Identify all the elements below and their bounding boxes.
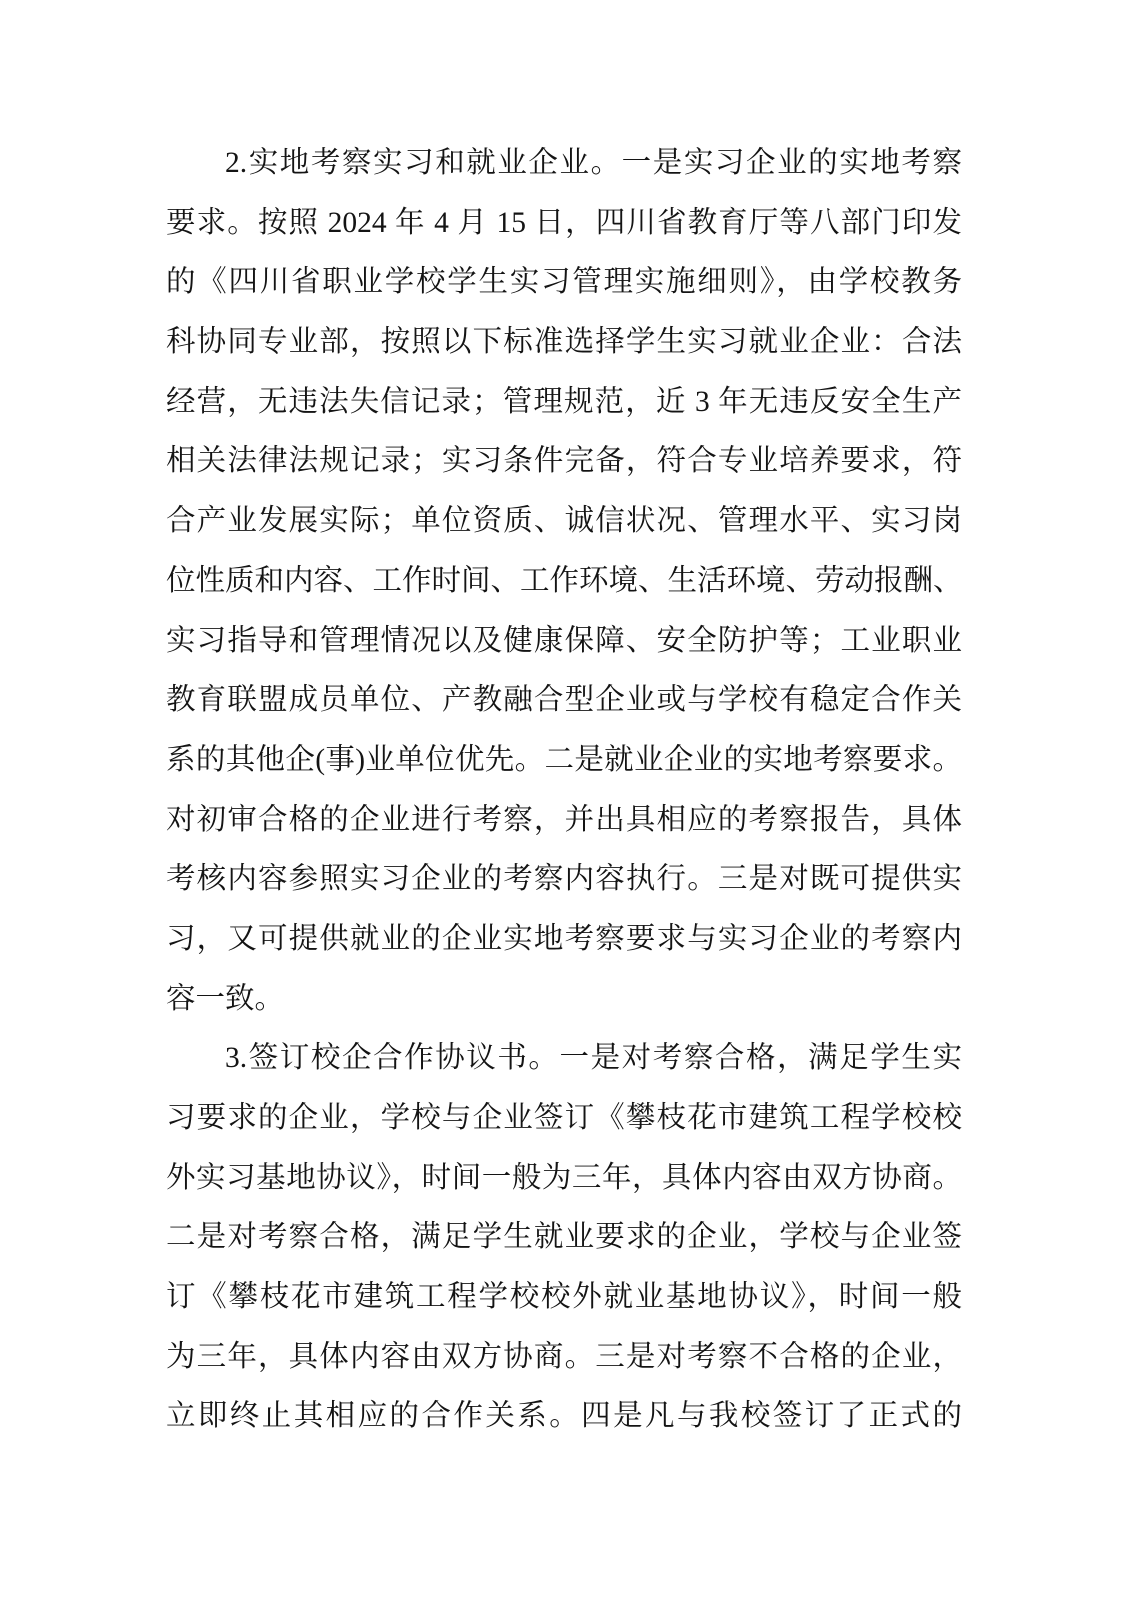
text-line: 合产业发展实际；单位资质、诚信状况、管理水平、实习岗: [166, 505, 962, 538]
text-line: 系的其他企(事)业单位优先。二是就业企业的实地考察要求。: [166, 743, 962, 776]
text-line: 外实习基地协议》，时间一般为三年，具体内容由双方协商。: [166, 1161, 962, 1194]
text-line: 对初审合格的企业进行考察，并出具相应的考察报告，具体: [166, 803, 962, 836]
text-line: 科协同专业部，按照以下标准选择学生实习就业企业：合法: [166, 326, 962, 359]
text-line: 为三年，具体内容由双方协商。三是对考察不合格的企业，: [166, 1340, 962, 1373]
text-line: 3.签订校企合作协议书。一是对考察合格，满足学生实: [225, 1042, 962, 1075]
text-line: 相关法律法规记录；实习条件完备，符合专业培养要求，符: [166, 445, 962, 478]
text-line: 习，又可提供就业的企业实地考察要求与实习企业的考察内: [166, 922, 962, 955]
text-line: 考核内容参照实习企业的考察内容执行。三是对既可提供实: [166, 863, 962, 896]
text-line: 经营，无违法失信记录；管理规范，近 3 年无违反安全生产: [166, 385, 962, 418]
text-line: 的《四川省职业学校学生实习管理实施细则》，由学校教务: [166, 266, 962, 299]
text-line: 位性质和内容、工作时间、工作环境、生活环境、劳动报酬、: [166, 564, 963, 597]
text-line: 2.实地考察实习和就业企业。一是实习企业的实地考察: [225, 147, 962, 179]
text-line: 二是对考察合格，满足学生就业要求的企业，学校与企业签: [166, 1221, 962, 1254]
text-line: 实习指导和管理情况以及健康保障、安全防护等；工业职业: [166, 624, 962, 657]
text-line: 容一致。: [166, 982, 285, 1015]
text-line: 订《攀枝花市建筑工程学校校外就业基地协议》，时间一般: [166, 1281, 962, 1314]
text-line: 习要求的企业，学校与企业签订《攀枝花市建筑工程学校校: [166, 1102, 962, 1134]
text-line: 要求。按照 2024 年 4 月 15 日，四川省教育厅等八部门印发: [166, 206, 962, 239]
text-line: 教育联盟成员单位、产教融合型企业或与学校有稳定合作关: [166, 684, 962, 717]
document-body: [166, 134, 962, 1447]
text-line: 立即终止其相应的合作关系。四是凡与我校签订了正式的: [166, 1400, 962, 1433]
